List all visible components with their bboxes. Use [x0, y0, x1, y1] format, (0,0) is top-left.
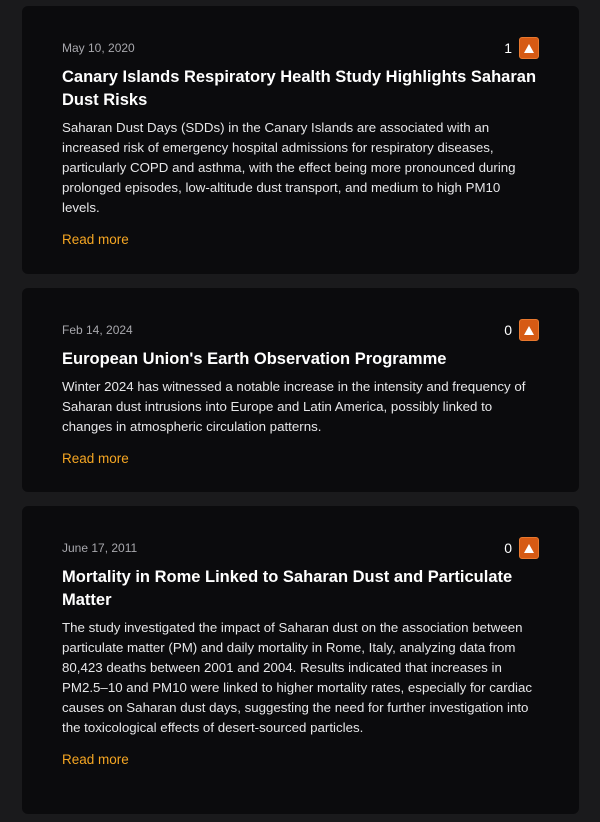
post-card — [22, 506, 579, 814]
post-header — [62, 36, 539, 60]
vote-count: 0 — [504, 322, 512, 338]
read-more-link[interactable]: Read more — [62, 451, 129, 466]
upvote-button[interactable] — [519, 537, 539, 559]
post-title: Canary Islands Respiratory Health Study Highlights Saharan Dust Risks — [62, 68, 537, 109]
triangle-up-icon — [524, 544, 534, 553]
vote-count: 1 — [504, 40, 512, 56]
post-body: The study investigated the impact of Saharan dust on the association between particulate matter (PM) and daily mortality in Rome, Italy, analyzing data from 80,423 deaths between 2001 and 2004. Results indicated that increases in PM2.5–10 and PM10 were linked to higher mortality rates, especially for cardiac causes on Saharan dust days, suggesting the need for further investigation into the toxicological effects of desert-sourced particles. — [62, 620, 533, 735]
vote-control — [504, 319, 539, 341]
post-date: June 17, 2011 — [62, 541, 138, 555]
post-card — [22, 288, 579, 492]
post-body: Winter 2024 has witnessed a notable increase in the intensity and frequency of Saharan dust intrusions into Europe and Latin America, possibly linked to changes in atmospheric circulation patterns. — [62, 379, 526, 434]
vote-count: 0 — [504, 540, 512, 556]
vote-control — [504, 537, 539, 559]
post-date: Feb 14, 2024 — [62, 323, 133, 337]
post-body: Saharan Dust Days (SDDs) in the Canary Islands are associated with an increased risk of emergency hospital admissions for respiratory diseases, particularly COPD and asthma, with the effect being more pronounced during prolonged episodes, low-altitude dust transport, and medium to high PM10 levels. — [62, 120, 516, 215]
upvote-button[interactable] — [519, 319, 539, 341]
post-title: European Union's Earth Observation Programme — [62, 350, 447, 368]
post-date: May 10, 2020 — [62, 41, 135, 55]
triangle-up-icon — [524, 44, 534, 53]
post-title: Mortality in Rome Linked to Saharan Dust and Particulate Matter — [62, 568, 513, 609]
post-card — [22, 6, 579, 274]
post-header — [62, 536, 539, 560]
vote-control — [504, 37, 539, 59]
post-header — [62, 318, 539, 342]
upvote-button[interactable] — [519, 37, 539, 59]
read-more-link[interactable]: Read more — [62, 232, 129, 247]
triangle-up-icon — [524, 326, 534, 335]
read-more-link[interactable]: Read more — [62, 752, 129, 767]
